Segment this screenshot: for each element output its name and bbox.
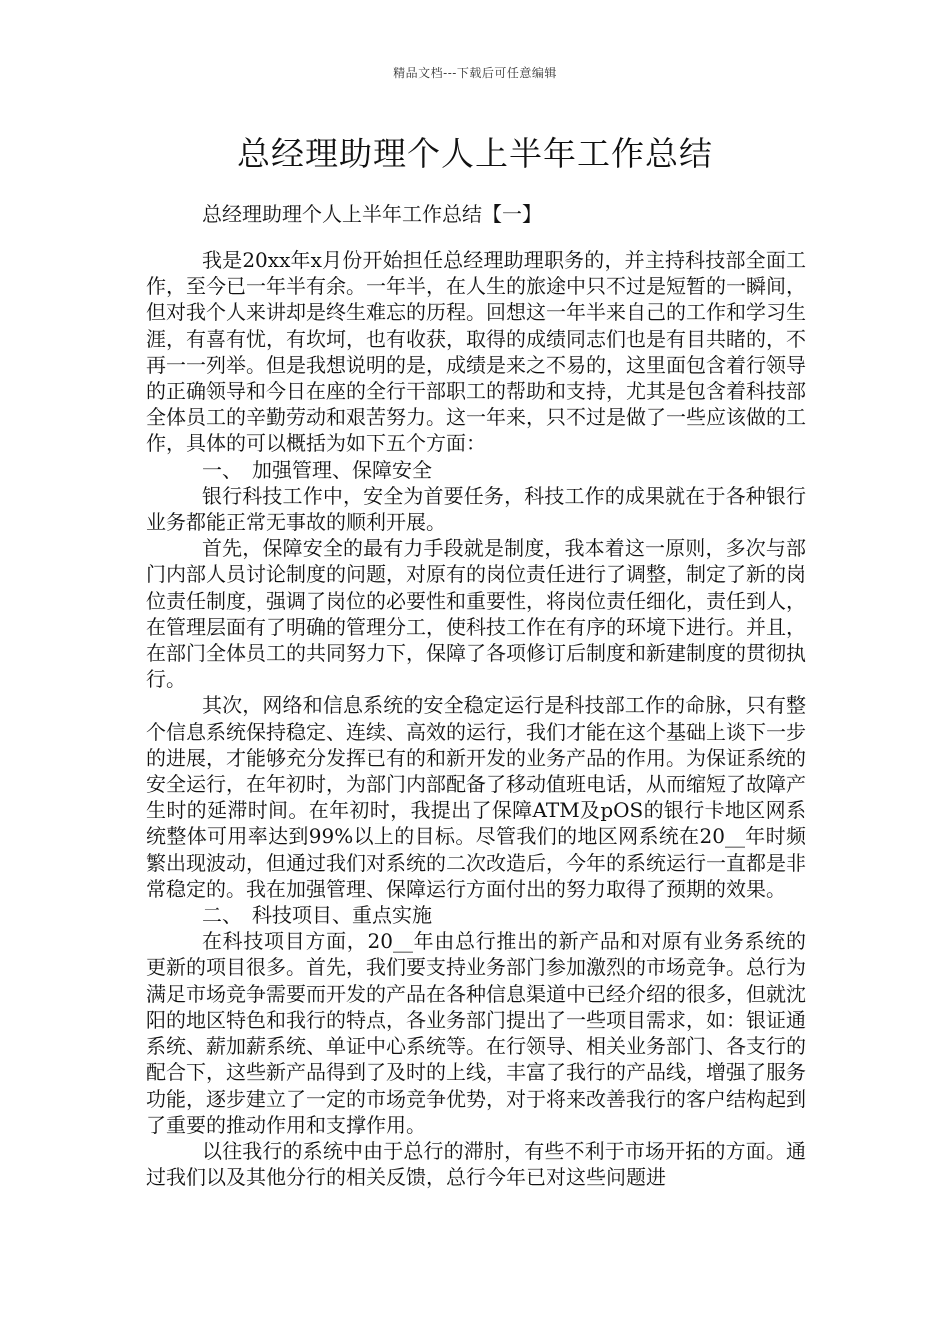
document-subtitle: 总经理助理个人上半年工作总结【一】 <box>202 202 542 226</box>
paragraph-security-first: 首先，保障安全的最有力手段就是制度，我本着这一原则，多次与部门内部人员讨论制度的问题，对原有的岗位责任进行了调整，制定了新的岗位责任制度，强调了岗位的必要性和重要性，将岗位责任细化，责任到人，在管理层面有了明确的管理分工，使科技工作在有序的环境下进行。并且，在部门全体员工的共同努力下，保障了各项修订后制度和新建制度的贯彻执行。 <box>146 536 806 692</box>
document-body <box>146 247 806 1190</box>
paragraph-security-second: 其次，网络和信息系统的安全稳定运行是科技部工作的命脉，只有整个信息系统保持稳定、连续、高效的运行，我们才能在这个基础上谈下一步的进展，才能够充分发挥已有的和新开发的业务产品的作用。为保证系统的安全运行，在年初时，为部门内部配备了移动值班电话，从而缩短了故障产生时的延滞时间。在年初时，我提出了保障ATM及pOS的银行卡地区网系统整体可用率达到99%以上的目标。尽管我们的地区网系统在20__年时频繁出现波动，但通过我们对系统的二次改造后，今年的系统运行一直都是非常稳定的。我在加强管理、保障运行方面付出的努力取得了预期的效果。 <box>146 693 806 901</box>
paragraph-security-intro: 银行科技工作中，安全为首要任务，科技工作的成果就在于各种银行业务都能正常无事故的顺利开展。 <box>146 483 806 535</box>
section-heading-2: 二、 科技项目、重点实施 <box>202 903 432 928</box>
section-heading-1: 一、 加强管理、保障安全 <box>202 457 432 482</box>
paragraph-projects-continued: 以往我行的系统中由于总行的滞肘，有些不利于市场开拓的方面。通过我们以及其他分行的相关反馈，总行今年已对这些问题进 <box>146 1138 806 1190</box>
running-header: 精品文档---下载后可任意编辑 <box>393 66 557 80</box>
document-title: 总经理助理个人上半年工作总结 <box>237 134 713 173</box>
paragraph-projects: 在科技项目方面，20__年由总行推出的新产品和对原有业务系统的更新的项目很多。首先，我们要支持业务部门参加激烈的市场竞争。总行为满足市场竞争需要而开发的产品在各种信息渠道中已经介绍的很多，但就沈阳的地区特色和我行的特点，各业务部门提出了一些项目需求，如：银证通系统、薪加薪系统、单证中心系统等。在行领导、相关业务部门、各支行的配合下，这些新产品得到了及时的上线，丰富了我行的产品线，增强了服务功能，逐步建立了一定的市场竞争优势，对于将来改善我行的客户结构起到了重要的推动作用和支撑作用。 <box>146 929 806 1137</box>
paragraph-intro: 我是20xx年x月份开始担任总经理助理职务的，并主持科技部全面工作，至今已一年半有余。一年半，在人生的旅途中只不过是短暂的一瞬间，但对我个人来讲却是终生难忘的历程。回想这一年半来自己的工作和学习生涯，有喜有忧，有坎坷，也有收获，取得的成绩同志们也是有目共睹的，不再一一列举。但是我想说明的是，成绩是来之不易的，这里面包含着行领导的正确领导和今日在座的全行干部职工的帮助和支持，尤其是包含着科技部全体员工的辛勤劳动和艰苦努力。这一年来，只不过是做了一些应该做的工作，具体的可以概括为如下五个方面： <box>146 248 806 456</box>
